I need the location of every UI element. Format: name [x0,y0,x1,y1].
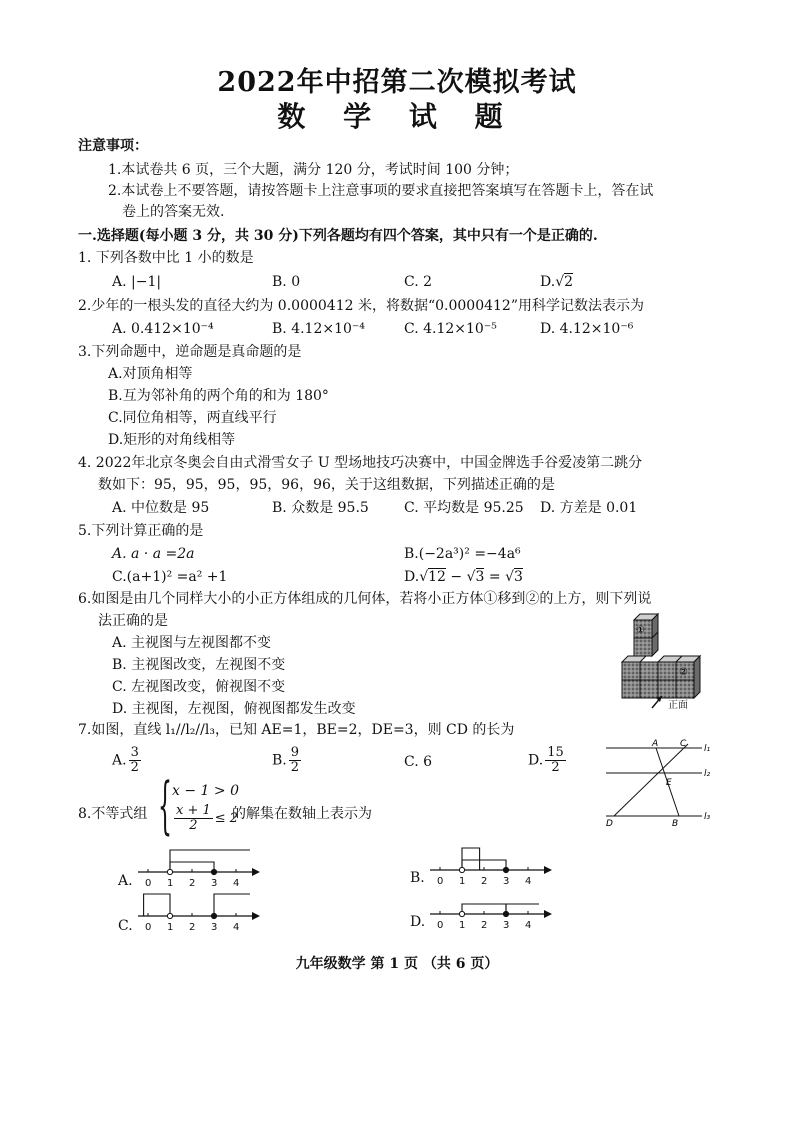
axis-tick-label: 0 [145,922,152,933]
closed-endpoint [503,911,508,916]
page-subtitle: 数 学 试 题 [277,100,517,133]
solution-set-bracket [144,894,170,916]
label-a: A [652,739,659,749]
q8-option-d-label: D. [410,914,426,930]
axis-tick-label: 3 [211,922,218,933]
axis-tick-label: 0 [437,876,444,887]
q5-option-c: C.(a+1)² =a² +1 [112,569,228,585]
q7-option-d: D. $\frac{15}{2}$ [528,745,564,775]
axis-tick-label: 4 [525,920,532,931]
solution-set-bracket [214,894,250,916]
q4-stem-line-2: 数如下：95，95，95，95，96，96，关于这组数据，下列描述正确的是 [98,477,555,493]
label-d: D [606,819,613,829]
q2-option-c: C. 4.12×10⁻⁵ [404,321,497,337]
q5-option-b: B.(−2a³)² =−4a⁶ [404,546,521,562]
solution-set-bracket [170,850,250,872]
axis-tick-label: 2 [189,878,196,889]
q6-option-b: B. 主视图改变，左视图不变 [112,657,286,673]
q8-inequality-1: x − 1 > 0 [172,783,239,799]
cube-bottom-row [622,656,700,698]
q8-option-b-label: B. [410,870,425,886]
q1-stem: 1. 下列各数中比 1 小的数是 [78,250,254,266]
q3-stem: 3.下列命题中，逆命题是真命题的是 [78,344,302,360]
solution-set-bracket [462,848,480,870]
label-l2: l₂ [704,769,711,779]
solution-set-bracket [506,904,539,914]
q7-parallel-lines-figure [600,738,720,830]
axis-tick-label: 3 [503,920,510,931]
q3-option-c: C.同位角相等，两直线平行 [108,410,277,426]
label-b: B [672,819,679,829]
section-heading: 一.选择题(每小题 3 分，共 30 分)下列各题均有四个答案，其中只有一个是正确的. [78,228,598,244]
axis-tick-label: 2 [481,876,488,887]
axis-tick-label: 1 [167,922,174,933]
axis-tick-label: 0 [437,920,444,931]
axis-arrowhead [252,912,260,920]
q8-number-line-b [426,840,556,890]
page-title: 2022年中招第二次模拟考试 [217,67,577,98]
q8-brace: { [158,773,172,844]
label-c: C [680,739,687,749]
segment-cd [614,744,688,816]
closed-endpoint [503,867,508,872]
q2-option-d: D. 4.12×10⁻⁶ [540,321,634,337]
q8-suffix: 的解集在数轴上表示为 [232,806,372,822]
q1-option-c: C. 2 [404,274,433,290]
open-endpoint [167,913,172,918]
q6-option-c: C. 左视图改变，俯视图不变 [112,679,286,695]
q6-stem-line-1: 6.如图是由几个同样大小的小正方体组成的几何体，若将小正方体①移到②的上方，则下列说 [78,591,652,607]
q2-stem: 2.少年的一根头发的直径大约为 0.0000412 米，将数据“0.0000412”用科学记数法表示为 [78,298,644,314]
axis-tick-label: 3 [211,878,218,889]
page-footer: 九年级数学 第 1 页 （共 6 页） [295,956,499,972]
notice-item-2-line-1: 2.本试卷上不要答题，请按答题卡上注意事项的要求直接把答案填写在答题卡上，答在试 [108,183,654,199]
q3-option-d: D.矩形的对角线相等 [108,432,236,448]
axis-tick-label: 1 [167,878,174,889]
q8-option-c-label: C. [118,918,133,934]
q1-option-b: B. 0 [272,274,301,290]
axis-tick-label: 2 [189,922,196,933]
q8-prefix: 8.不等式组 [78,806,148,822]
axis-tick-label: 4 [525,876,532,887]
q6-option-a: A. 主视图与左视图都不变 [112,635,272,651]
q8-number-line-a [134,842,264,892]
q8-number-line-c [134,886,264,936]
open-endpoint [167,869,172,874]
q8-option-a-label: A. [118,873,133,889]
q5-option-a: A. a · a =2a [112,546,195,562]
cube-label-1: ① [636,625,645,636]
label-l3: l₃ [704,812,711,822]
q1-option-d: D.√2 [540,274,574,290]
axis-arrowhead [544,910,552,918]
notice-item-1: 1.本试卷共 6 页，三个大题，满分 120 分，考试时间 100 分钟； [108,162,519,178]
q6-front-label: 正面 [668,700,688,711]
q3-option-a: A.对顶角相等 [108,366,193,382]
axis-tick-label: 4 [233,878,240,889]
open-endpoint [459,911,464,916]
q3-option-b: B.互为邻补角的两个角的和为 180° [108,388,329,404]
axis-tick-label: 1 [459,876,466,887]
q6-option-d: D. 主视图，左视图，俯视图都发生改变 [112,701,356,717]
open-endpoint [459,867,464,872]
q4-option-a: A. 中位数是 95 [112,500,210,516]
notice-item-2-line-2: 卷上的答案无效. [122,204,225,220]
q7-option-c: C. 6 [404,754,433,770]
label-e: E [666,778,672,788]
q6-cube-figure [612,612,722,712]
q1-option-a: A. |−1| [112,274,162,290]
axis-arrowhead [544,866,552,874]
axis-arrowhead [252,868,260,876]
q4-stem-line-1: 4. 2022年北京冬奥会自由式滑雪女子 U 型场地技巧决赛中，中国金牌选手谷爱凌第二跳分 [78,455,643,471]
q6-stem-line-2: 法正确的是 [98,613,168,629]
label-l1: l₁ [704,744,711,754]
q8-inequality-2: $\frac{x + 1}{2}$ ≤ 2 [176,803,239,833]
q2-option-a: A. 0.412×10⁻⁴ [112,321,214,337]
closed-endpoint [211,913,216,918]
q4-option-d: D. 方差是 0.01 [540,500,638,516]
q7-option-a: A. $\frac{3}{2}$ [112,745,139,775]
axis-tick-label: 3 [503,876,510,887]
q8-number-line-d [426,884,556,934]
axis-tick-label: 4 [233,922,240,933]
axis-tick-label: 1 [459,920,466,931]
notice-heading: 注意事项： [78,138,148,154]
axis-tick-label: 0 [145,878,152,889]
q4-option-b: B. 众数是 95.5 [272,500,369,516]
closed-endpoint [211,869,216,874]
cube-label-2: ② [679,667,688,678]
q7-stem: 7.如图，直线 l₁//l₂//l₃，已知 AE=1，BE=2，DE=3，则 CD 的长为 [78,722,515,738]
q7-option-b: B. $\frac{9}{2}$ [272,745,300,775]
q5-stem: 5.下列计算正确的是 [78,523,204,539]
q2-option-b: B. 4.12×10⁻⁴ [272,321,365,337]
q5-option-d: D.√12 − √3 = √3 [404,569,523,585]
axis-tick-label: 2 [481,920,488,931]
q4-option-c: C. 平均数是 95.25 [404,500,524,516]
